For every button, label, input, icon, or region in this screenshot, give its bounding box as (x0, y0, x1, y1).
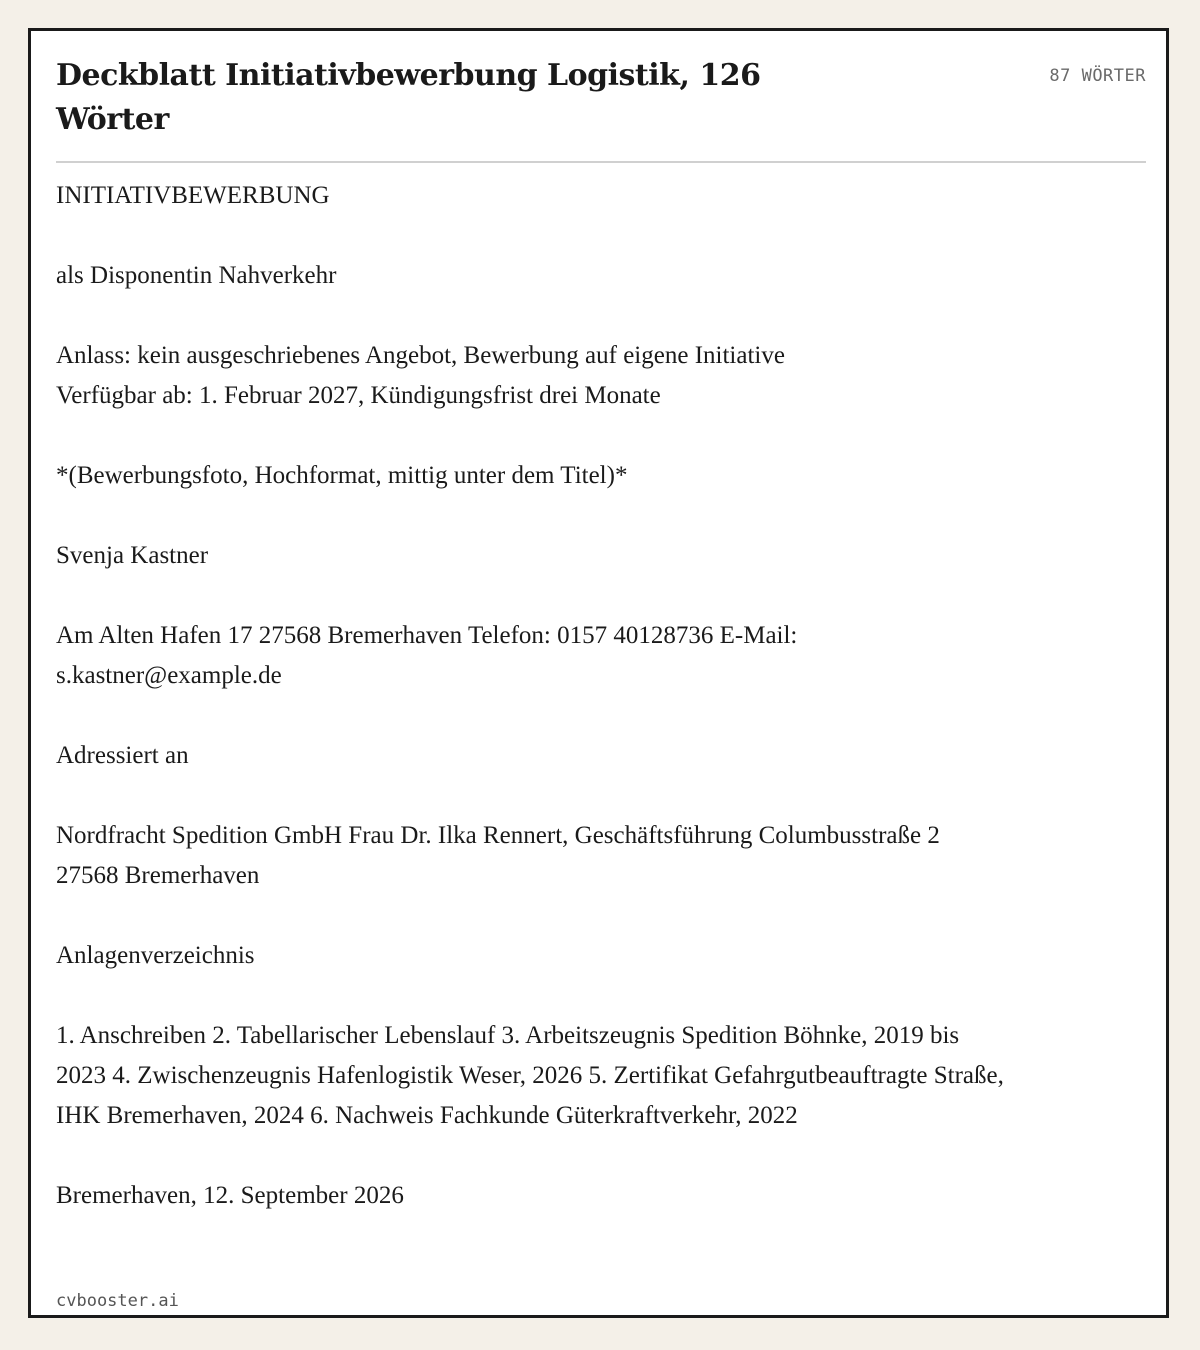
recipient-address: Nordfracht Spedition GmbH Frau Dr. Ilka Rennert, Geschäftsführung Columbusstraße 2 27568 Bremerhaven (56, 822, 940, 889)
contact-details: Am Alten Hafen 17 27568 Bremerhaven Telefon: 0157 40128736 E-Mail: s.kastner@example.de (56, 622, 798, 689)
place-date: Bremerhaven, 12. September 2026 (56, 1182, 404, 1209)
anlass-block (56, 336, 1006, 416)
document-header (56, 51, 1146, 163)
document-title: Deckblatt Initiativbewerbung Logistik, 126 Wörter (56, 58, 761, 137)
verfuegbar-line: Verfügbar ab: 1. Februar 2027, Kündigungsfrist drei Monate (56, 382, 661, 409)
anlass-line: Anlass: kein ausgeschriebenes Angebot, Bewerbung auf eigene Initiative (56, 342, 785, 369)
document-heading: INITIATIVBEWERBUNG (56, 182, 330, 209)
brand-footer: cvbooster.ai (56, 1291, 179, 1311)
photo-note: *(Bewerbungsfoto, Hochformat, mittig unter dem Titel)* (56, 462, 628, 489)
attachments-label: Anlagenverzeichnis (56, 942, 255, 969)
position-line: als Disponentin Nahverkehr (56, 262, 337, 289)
applicant-name: Svenja Kastner (56, 542, 209, 569)
addressed-label: Adressiert an (56, 742, 189, 769)
document-card (28, 28, 1169, 1318)
word-count-badge: 87 WÖRTER (1049, 66, 1146, 86)
attachments-list: 1. Anschreiben 2. Tabellarischer Lebenslauf 3. Arbeitszeugnis Spedition Böhnke, 2019 bis 2023 4. Zwischenzeugnis Hafenlogistik Weser, 2026 5. Zertifikat Gefahrgutbeauftragte Straße, IHK Bremerhaven, 2024 6. Nachweis Fachkunde Güterkraftverkehr, 2022 (56, 1022, 1004, 1129)
document-body (56, 176, 1006, 1216)
